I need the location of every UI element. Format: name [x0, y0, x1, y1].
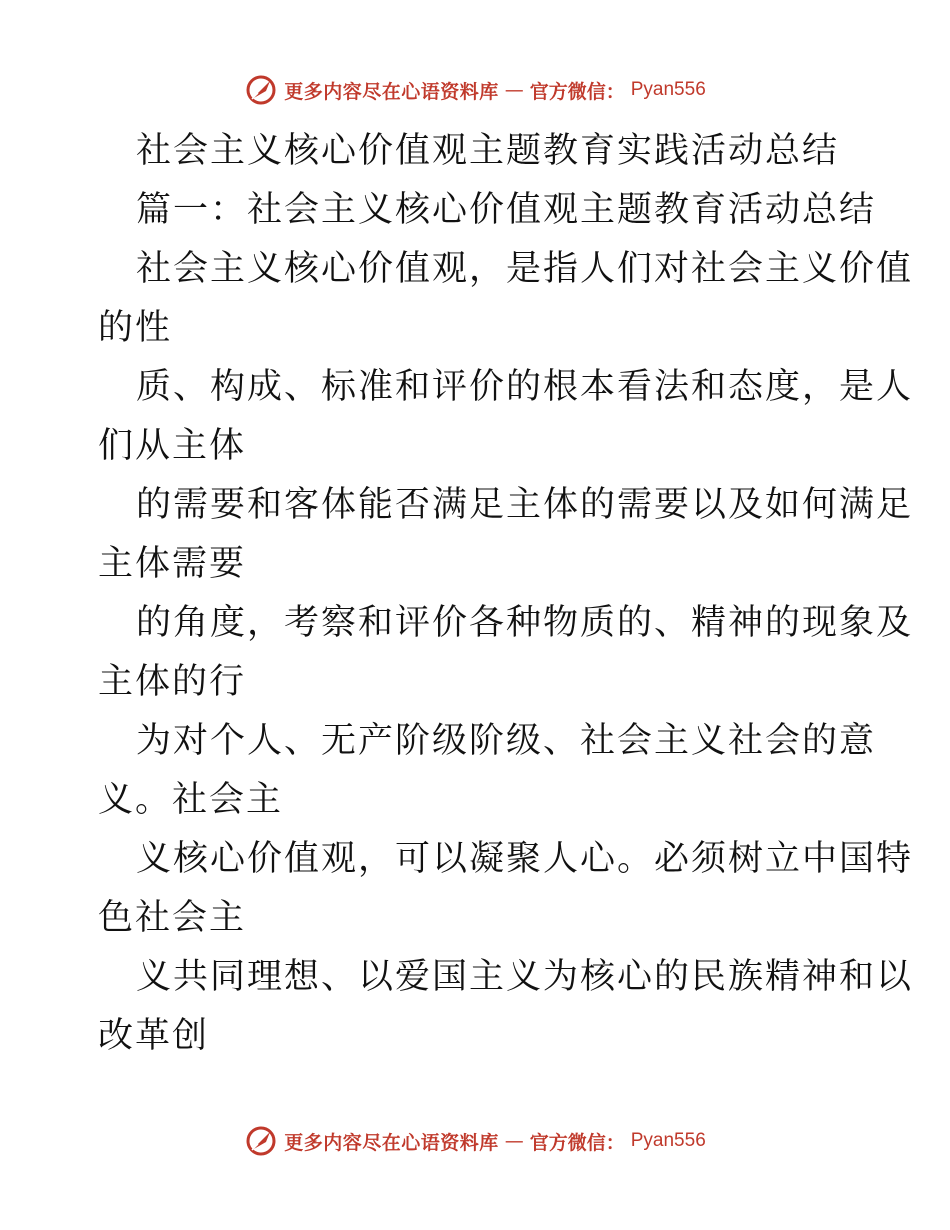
- section-heading: 篇一：社会主义核心价值观主题教育活动总结: [136, 190, 877, 230]
- text-line: 质、构成、标准和评价的根本看法和态度，是人: [136, 367, 914, 407]
- quill-logo-icon: [244, 1124, 278, 1158]
- document-body: [98, 122, 914, 1066]
- text-line: 色社会主: [98, 898, 247, 938]
- text-line: 主体需要: [98, 544, 247, 584]
- text-line: 社会主义核心价值观，是指人们对社会主义价值: [136, 249, 914, 289]
- banner-text: 更多内容尽在心语资料库: [284, 1131, 499, 1154]
- banner-wechat-id: Pyan556: [630, 79, 706, 100]
- text-line: 为对个人、无产阶级阶级、社会主义社会的意: [136, 721, 877, 761]
- text-line: 们从主体: [98, 426, 247, 466]
- banner-wechat-label: 官方微信：: [529, 80, 625, 103]
- text-line: 的角度，考察和评价各种物质的、精神的现象及: [136, 603, 914, 643]
- banner-separator: —: [504, 79, 524, 101]
- text-line: 的性: [98, 308, 173, 348]
- footer-banner: [0, 1121, 950, 1161]
- banner-separator: —: [504, 1130, 524, 1152]
- text-line: 义。社会主: [98, 780, 284, 820]
- text-line: 改革创: [98, 1016, 210, 1056]
- text-line: 主体的行: [98, 662, 247, 702]
- header-banner: [0, 70, 950, 110]
- banner-text: 更多内容尽在心语资料库: [284, 80, 499, 103]
- quill-logo-icon: [244, 73, 278, 107]
- text-line: 的需要和客体能否满足主体的需要以及如何满足: [136, 485, 914, 525]
- banner-wechat-label: 官方微信：: [529, 1131, 625, 1154]
- text-line: 义共同理想、以爱国主义为核心的民族精神和以: [136, 957, 914, 997]
- text-line: 义核心价值观，可以凝聚人心。必须树立中国特: [136, 839, 914, 879]
- banner-wechat-id: Pyan556: [630, 1130, 706, 1151]
- document-title: 社会主义核心价值观主题教育实践活动总结: [136, 131, 840, 171]
